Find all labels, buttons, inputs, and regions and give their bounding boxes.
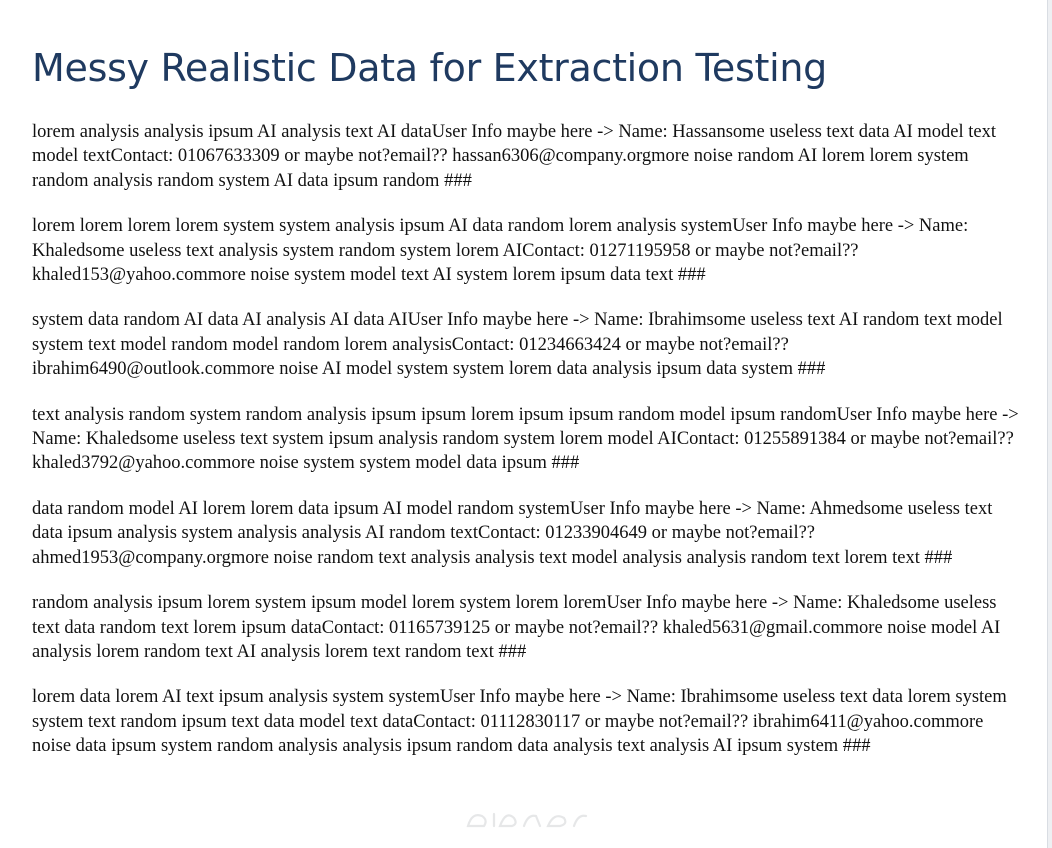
paragraph-4: text analysis random system random analysis ipsum ipsum lorem ipsum ipsum random model ipsum randomUser Info maybe here -> Name: Khaledsome useless text system ipsum analysis random system lorem model AIContact: 01255891384 or maybe not?email?? khaled3792@yahoo.commore noise system system model data ipsum ###: [32, 404, 1019, 474]
page-edge-divider: [1047, 0, 1052, 848]
paragraph-3: system data random AI data AI analysis AI data AIUser Info maybe here -> Name: Ibrahimsome useless text AI random text model system text model random model random lorem analysisContact: 01234663424 or maybe not?email?? ibrahim6490@outlook.commore noise AI model system system lorem data analysis ipsum data system ###: [32, 310, 1003, 380]
paragraph-5: data random model AI lorem lorem data ipsum AI model random systemUser Info maybe here -> Name: Ahmedsome useless text data ipsum analysis system analysis analysis AI random textContact: 01233904649 or maybe not?email?? ahmed1953@company.orgmore noise random text analysis analysis text model analysis analysis random text lorem text ###: [32, 498, 993, 568]
paragraph-list: [32, 120, 1022, 759]
paragraph-6: random analysis ipsum lorem system ipsum model lorem system lorem loremUser Info maybe here -> Name: Khaledsome useless text data random text lorem ipsum dataContact: 01165739125 or maybe not?email?? khaled5631@gmail.commore noise model AI analysis lorem random text AI analysis lorem text random text ###: [32, 593, 1001, 662]
paragraph-7: lorem data lorem AI text ipsum analysis system systemUser Info maybe here -> Name: Ibrahimsome useless text data lorem system system text random ipsum text data model text dataContact: 01112830117 or maybe not?email?? ibrahim6411@yahoo.commore noise data ipsum system random analysis analysis ipsum random data analysis text analysis AI ipsum system ###: [32, 687, 1007, 757]
watermark-logo-icon: [462, 804, 592, 834]
paragraph-1: lorem analysis analysis ipsum AI analysis text AI dataUser Info maybe here -> Name: Hassansome useless text data AI model text model textContact: 01067633309 or maybe not?email?? hassan6306@company.orgmore noise random AI lorem lorem system random analysis random system AI data ipsum random ###: [32, 122, 996, 191]
paragraph-2: lorem lorem lorem lorem system system analysis ipsum AI data random lorem analysis systemUser Info maybe here -> Name: Khaledsome useless text analysis system random system lorem AIContact: 01271195958 or maybe not?email?? khaled153@yahoo.commore noise system model text AI system lorem ipsum data text ###: [32, 216, 969, 286]
document-title: Messy Realistic Data for Extraction Testing: [32, 46, 827, 90]
document-content: [32, 40, 1022, 780]
